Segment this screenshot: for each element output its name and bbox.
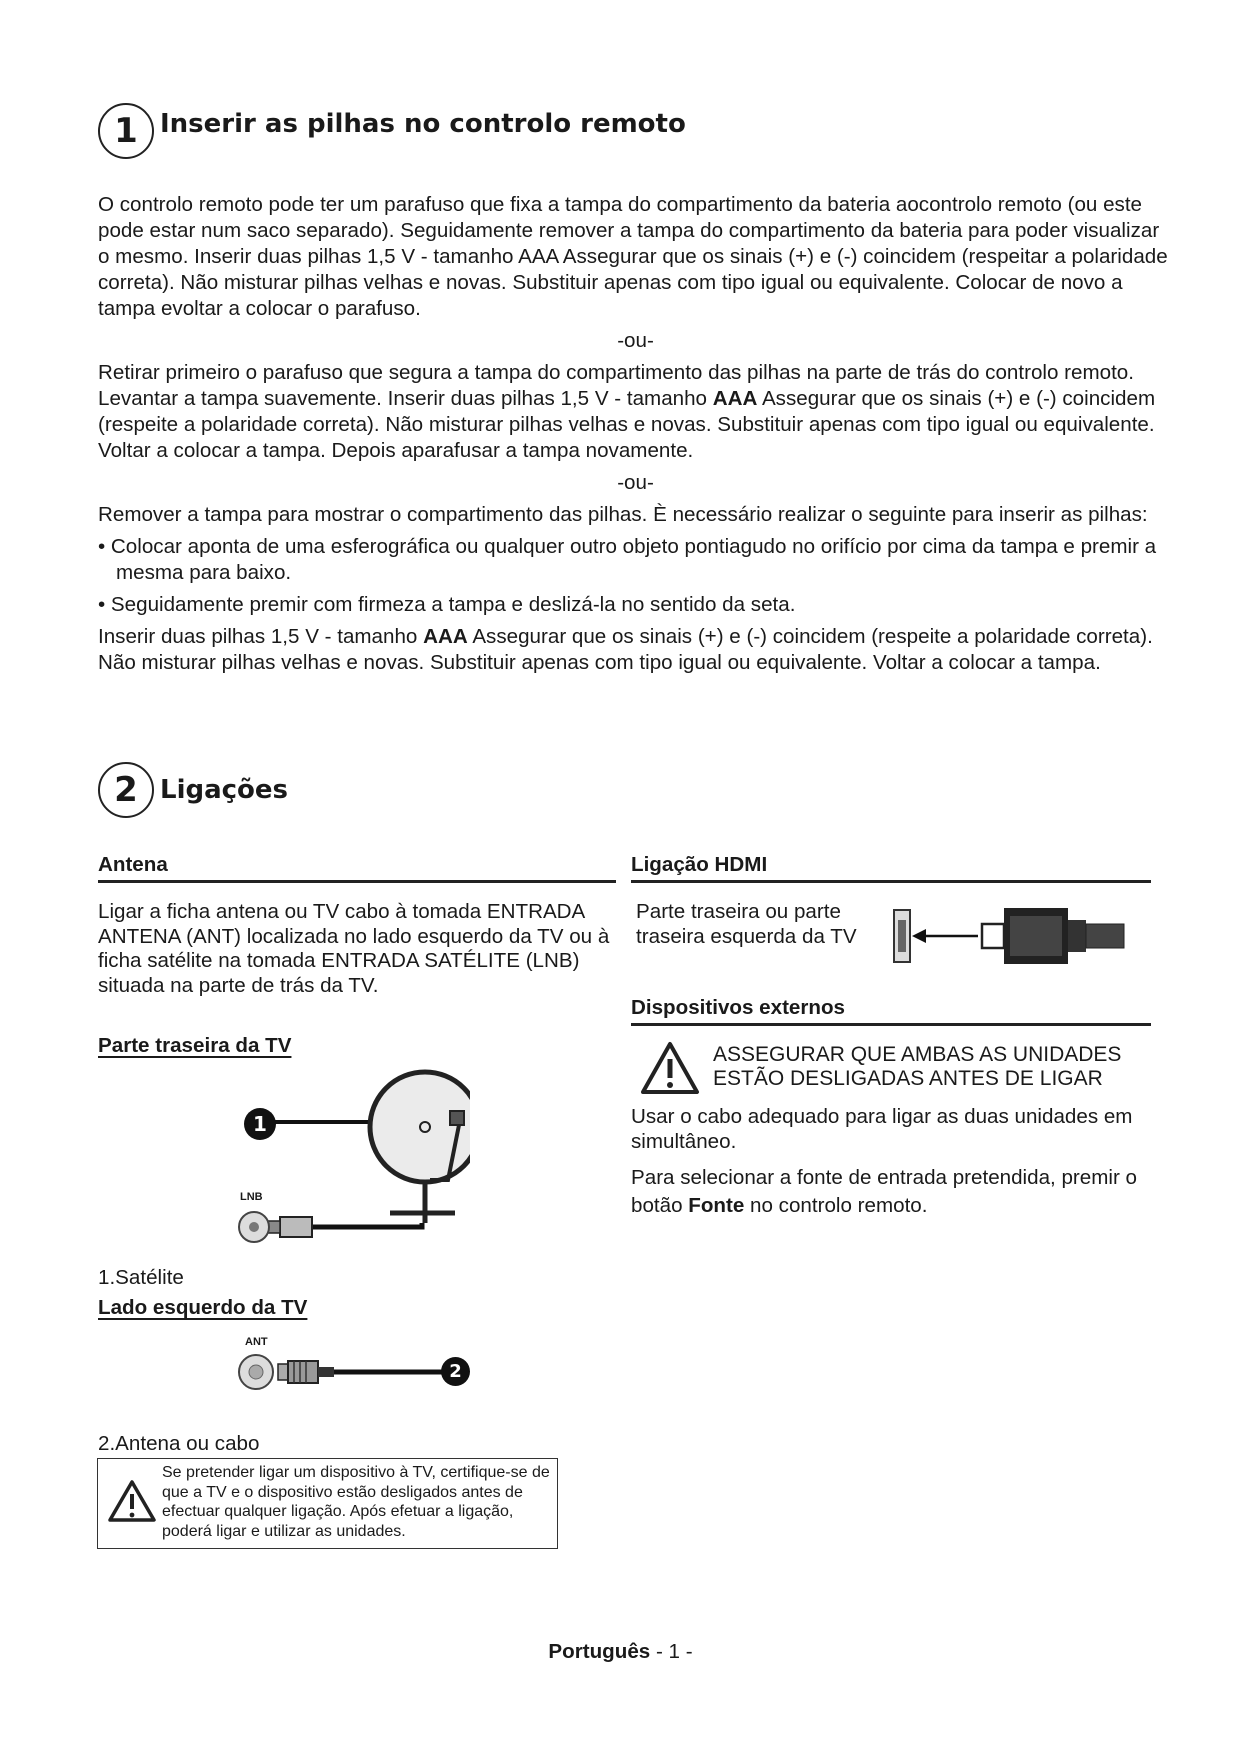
external-warning-text: ASSEGURAR QUE AMBAS AS UNIDADES ESTÃO DESLIGADAS ANTES DE LIGAR bbox=[713, 1043, 1122, 1090]
hdmi-plug-tip bbox=[982, 924, 1004, 948]
lnb-label: LNB bbox=[240, 1191, 263, 1203]
text-run: no controlo remoto. bbox=[744, 1194, 928, 1217]
bold-run: Fonte bbox=[688, 1194, 745, 1217]
callout-badge-1: 1 bbox=[244, 1108, 276, 1140]
left-side-tv-heading: Lado esquerdo da TV bbox=[98, 1296, 308, 1319]
warning-text: Se pretender ligar um dispositivo à TV, certifique-se de que a TV e o dispositivo estão desligados antes de efectuar qualquer ligação. Após efetuar a ligação, poderá ligar e utilizar as unidades. bbox=[162, 1464, 550, 1540]
section-title: Ligações bbox=[160, 775, 289, 805]
plug-tip bbox=[278, 1364, 288, 1380]
section-1-header bbox=[98, 103, 686, 159]
text-run: Inserir duas pilhas 1,5 V - tamanho bbox=[98, 625, 424, 648]
paragraph bbox=[98, 624, 1173, 676]
external-text-2 bbox=[631, 1164, 1161, 1220]
paragraph: O controlo remoto pode ter um parafuso que fixa a tampa do compartimento da bateria aocontrolo remoto (ou este pode estar num saco separado). Seguidamente remover a tampa do compartimento da bateria para poder visualizar o mesmo. Inserir duas pilhas 1,5 V - tamanho AAA Assegurar que os sinais (+) e (-) coincidem (respeitar a polaridade correta). Não misturar pilhas velhas e novas. Substituir apenas com tipo igual ou equivalente. Colocar de novo a tampa evoltar a colocar o parafuso. bbox=[98, 193, 1168, 320]
section-title: Inserir as pilhas no controlo remoto bbox=[160, 109, 686, 139]
or-separator: -ou- bbox=[617, 329, 654, 352]
warning-icon bbox=[640, 1040, 700, 1096]
or-separator: -ou- bbox=[617, 471, 654, 494]
lnb-head-icon bbox=[450, 1111, 464, 1125]
text-run: Assegurar que os sinais (+) e (-) coincidem (respeite a polaridade correta). Não misturar pilhas velhas e novas. Substituir apenas com tipo igual ou equivalente. Voltar a colocar a tampa. Depois aparafusar a tampa novamente. bbox=[98, 387, 1156, 462]
paragraph bbox=[98, 360, 1173, 464]
bullet-item: • Colocar aponta de uma esferográfica ou qualquer outro objeto pontiagudo no orifício por cima da tampa e premir a mesma para baixo. bbox=[98, 535, 1157, 584]
plug-strain-relief bbox=[1068, 920, 1086, 952]
text-run: Assegurar que os sinais (+) e (-) coincidem (respeite a polaridade correta). Não misturar pilhas velhas e novas. Substituir apenas com tipo igual ou equivalente. Voltar a colocar a tampa. bbox=[98, 625, 1153, 674]
text-run: Retirar primeiro o parafuso que segura a tampa do compartimento das pilhas na parte de trás do controlo remoto. Levantar a tampa suavemente. Inserir duas pilhas 1,5 V - tamanho bbox=[98, 361, 1134, 410]
socket-pin bbox=[249, 1222, 259, 1232]
section-1-body bbox=[98, 192, 1173, 676]
antenna-plug-icon bbox=[288, 1361, 318, 1383]
plug-collar bbox=[318, 1367, 334, 1377]
text-run: Para selecionar a fonte de entrada pretendida, premir o botão bbox=[631, 1166, 1138, 1217]
external-text-1: Usar o cabo adequado para ligar as duas unidades em simultâneo. bbox=[631, 1105, 1133, 1153]
bullet-item: • Seguidamente premir com firmeza a tampa e deslizá-la no sentido da seta. bbox=[98, 593, 796, 616]
warning-icon bbox=[108, 1479, 156, 1523]
ant-label: ANT bbox=[245, 1336, 268, 1348]
coax-cable bbox=[310, 1223, 422, 1227]
hdmi-cable bbox=[1086, 924, 1124, 948]
section-number-badge: 1 bbox=[98, 103, 154, 159]
caption-antenna: 2.Antena ou cabo bbox=[98, 1432, 260, 1455]
port-slot bbox=[898, 920, 906, 952]
external-devices-heading: Dispositivos externos bbox=[631, 996, 1151, 1026]
arrow-head-icon bbox=[912, 929, 926, 943]
hdmi-text: Parte traseira ou parte traseira esquerda da TV bbox=[636, 900, 857, 948]
coax-plug-icon bbox=[280, 1217, 312, 1237]
hdmi-heading: Ligação HDMI bbox=[631, 853, 1151, 883]
footer-language: Português bbox=[548, 1640, 651, 1663]
page-footer bbox=[0, 1640, 1241, 1664]
hdmi-diagram bbox=[890, 900, 1140, 972]
section-number-badge: 2 bbox=[98, 762, 154, 818]
callout-badge-2: 2 bbox=[441, 1357, 470, 1386]
antenna-text: Ligar a ficha antena ou TV cabo à tomada ENTRADA ANTENA (ANT) localizada no lado esquerdo da TV ou à ficha satélite na tomada ENTRADA SATÉLITE (LNB) situada na parte de trás da TV. bbox=[98, 900, 610, 997]
bold-run: AAA bbox=[712, 387, 758, 410]
connection-warning-box bbox=[97, 1458, 558, 1549]
paragraph: Remover a tampa para mostrar o compartimento das pilhas. È necessário realizar o seguinte para inserir as pilhas: bbox=[98, 503, 1148, 526]
page-number: - 1 - bbox=[650, 1640, 693, 1663]
bold-run: AAA bbox=[423, 625, 468, 648]
socket-core bbox=[249, 1365, 263, 1379]
rear-tv-heading: Parte traseira da TV bbox=[98, 1034, 292, 1057]
section-2-header bbox=[98, 762, 288, 818]
caption-satellite: 1.Satélite bbox=[98, 1266, 184, 1289]
antenna-heading: Antena bbox=[98, 853, 616, 883]
plug-body-detail bbox=[1010, 916, 1062, 956]
satellite-diagram bbox=[230, 1065, 470, 1265]
